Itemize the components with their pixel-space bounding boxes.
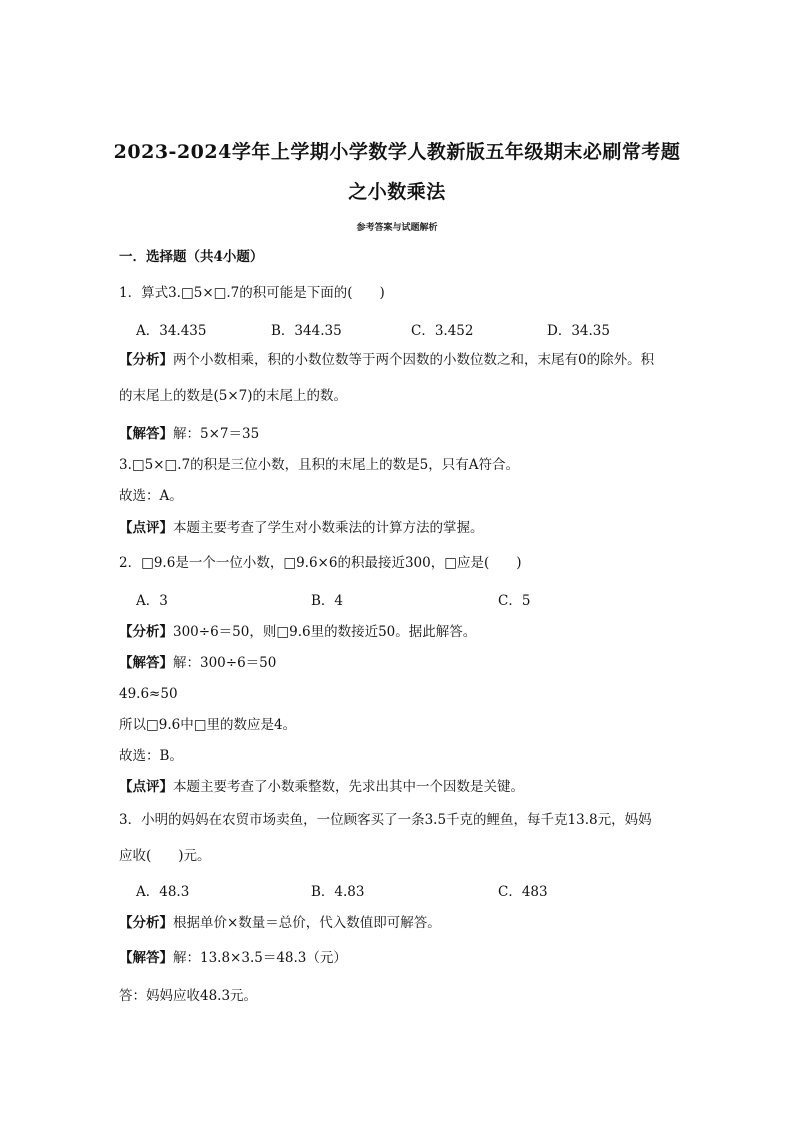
q1-option-d: D．34.35 — [547, 323, 610, 339]
comment-tag: 【点评】 — [119, 779, 173, 795]
answer-tag: 【解答】 — [119, 950, 173, 966]
q1-analysis-cont: 的末尾上的数是(5×7)的末尾上的数。 — [119, 388, 348, 404]
q1-analysis-text: 两个小数相乘，积的小数位数等于两个因数的小数位数之和，末尾有0的除外。积 — [173, 352, 655, 368]
analysis-tag: 【分析】 — [119, 915, 173, 931]
q2-option-a: A．3 — [136, 593, 168, 609]
q1-answer-cont: 3.□5×□.7的积是三位小数，且积的末尾上的数是5，只有A符合。 — [119, 457, 520, 473]
q3-stem: 3．小明的妈妈在农贸市场卖鱼，一位顾客买了一条3.5千克的鲤鱼，每千克13.8元，妈妈 — [119, 812, 652, 828]
q1-answer — [119, 425, 259, 443]
document-title-line1: 2023-2024学年上学期小学数学人教新版五年级期末必刷常考题 — [113, 141, 681, 163]
q2-answer-cont: 49.6≈50 — [119, 686, 178, 702]
q3-stem-cont: 应收( )元。 — [119, 848, 211, 864]
analysis-tag: 【分析】 — [119, 352, 173, 368]
q3-option-c: C．483 — [498, 884, 548, 900]
q2-option-c: C．5 — [498, 593, 531, 609]
q2-choice: 故选：B。 — [119, 748, 183, 764]
q1-comment-text: 本题主要考查了学生对小数乘法的计算方法的掌握。 — [173, 520, 484, 536]
q1-stem: 1．算式3.□5×□.7的积可能是下面的( ) — [119, 285, 385, 301]
analysis-tag: 【分析】 — [119, 624, 173, 640]
q1-choice: 故选：A。 — [119, 488, 183, 504]
answer-tag: 【解答】 — [119, 426, 173, 442]
document-subtitle: 参考答案与试题解析 — [356, 223, 438, 233]
q1-option-b: B．344.35 — [271, 323, 342, 339]
document-title-line2: 之小数乘法 — [348, 181, 446, 203]
q1-comment — [119, 519, 484, 537]
q3-option-b: B．4.83 — [311, 884, 365, 900]
q2-analysis — [119, 623, 476, 641]
q2-answer-conclusion: 所以□9.6中□里的数应是4。 — [119, 717, 297, 733]
q2-option-b: B．4 — [311, 593, 344, 609]
q1-analysis — [119, 351, 654, 369]
q3-answer — [119, 949, 347, 967]
q2-answer — [119, 654, 276, 672]
comment-tag: 【点评】 — [119, 520, 173, 536]
q1-option-c: C．3.452 — [411, 323, 474, 339]
q3-analysis — [119, 914, 441, 932]
q3-final-answer: 答：妈妈应收48.3元。 — [119, 988, 258, 1004]
q3-answer-text: 解：13.8×3.5＝48.3（元） — [173, 950, 347, 966]
q1-answer-text: 解：5×7＝35 — [173, 426, 260, 442]
q3-option-a: A．48.3 — [136, 884, 190, 900]
q2-stem: 2．□9.6是一个一位小数，□9.6×6的积最接近300，□应是( ) — [119, 555, 522, 571]
q2-answer-text: 解：300÷6＝50 — [173, 655, 277, 671]
section-heading: 一．选择题（共4小题） — [119, 249, 264, 265]
q1-option-a: A．34.435 — [136, 323, 207, 339]
answer-tag: 【解答】 — [119, 655, 173, 671]
q2-analysis-text: 300÷6＝50，则□9.6里的数接近50。据此解答。 — [173, 624, 477, 640]
q2-comment-text: 本题主要考查了小数乘整数，先求出其中一个因数是关键。 — [173, 779, 524, 795]
q2-comment — [119, 778, 524, 796]
q3-analysis-text: 根据单价×数量＝总价，代入数值即可解答。 — [173, 915, 441, 931]
